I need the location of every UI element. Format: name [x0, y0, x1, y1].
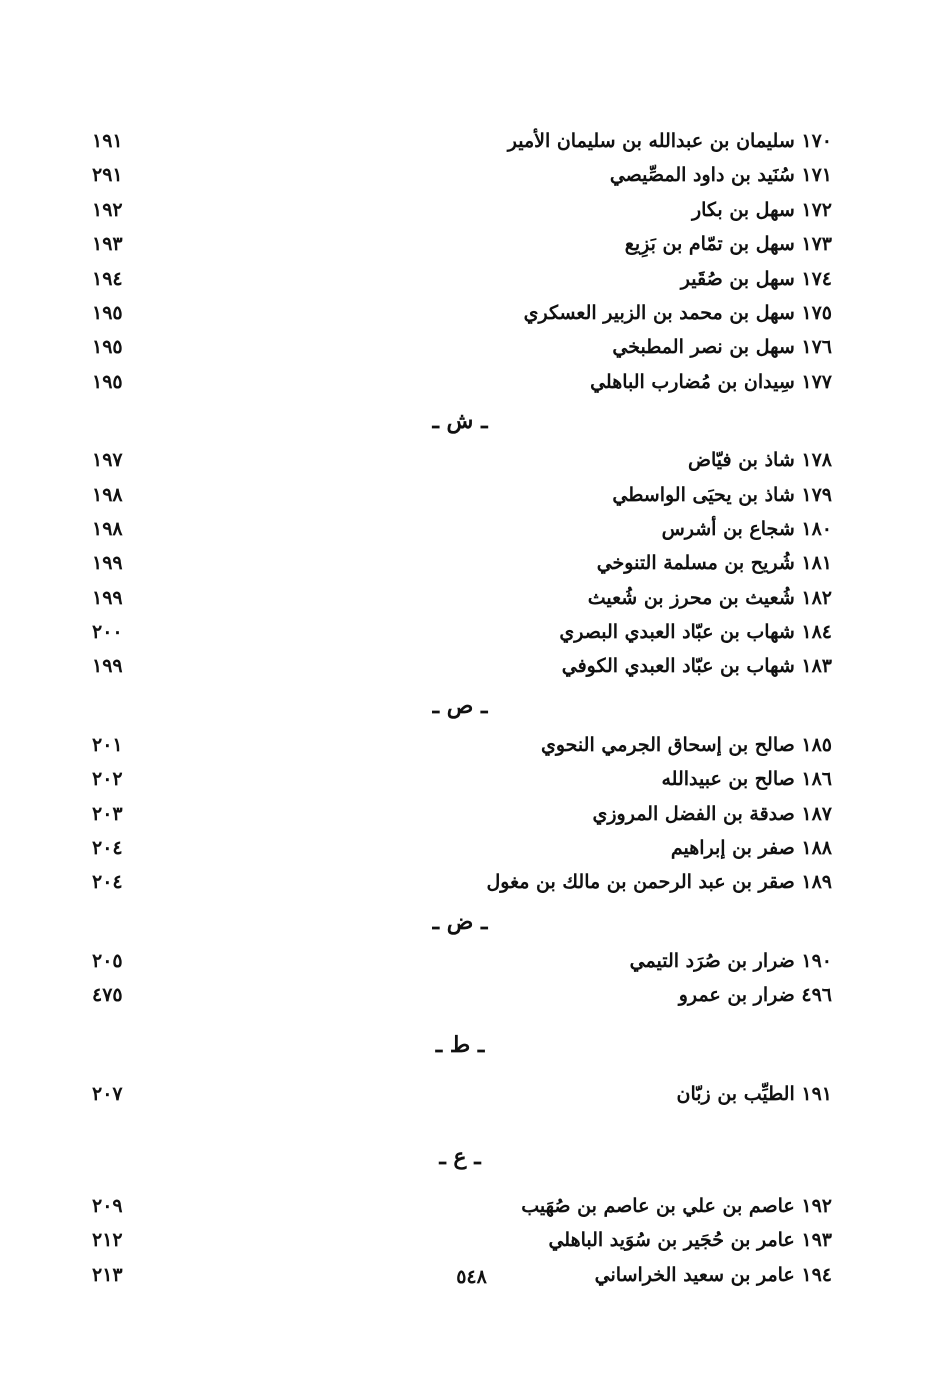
index-entry-row — [80, 365, 840, 399]
section-spacer — [80, 1292, 840, 1298]
section-letter-label: ـ ص ـ — [432, 692, 488, 719]
entry-page-number: ٢٠٠ — [92, 621, 123, 644]
entry-title: ١٩٣ عامر بن حُجَير بن سُوَيد الباهلي — [548, 1229, 832, 1252]
entry-title: ١٧٠ سليمان بن عبدالله بن سليمان الأمير — [507, 130, 832, 152]
index-entry-row — [80, 649, 840, 683]
index-entry-row — [80, 797, 840, 831]
entry-page-number: ٢٠٤ — [92, 871, 123, 894]
entry-page-number: ٤٧٥ — [92, 984, 123, 1007]
entry-page-number: ٢١٣ — [92, 1263, 123, 1286]
entry-title: ١٧١ سُنَيد بن داود المصِّيصي — [609, 164, 832, 187]
entry-page-number: ١٩٥ — [92, 336, 123, 359]
index-entry-row — [80, 762, 840, 796]
entry-title: ١٩١ الطيِّب بن زبّان — [676, 1082, 832, 1105]
entry-page-number: ١٩٩ — [92, 586, 123, 609]
section-letter-heading — [80, 1013, 840, 1077]
entry-title: ٤٩٦ ضرار بن عمرو — [678, 984, 832, 1007]
entry-title: ١٨٨ صفر بن إبراهيم — [670, 837, 832, 860]
section-spacer — [80, 1111, 840, 1125]
entry-title: ١٩٠ ضرار بن صُرَد التيمي — [629, 949, 832, 972]
index-entry-row — [80, 831, 840, 865]
index-entry-row — [80, 296, 840, 330]
entry-title: ١٧٣ سهل بن تمّام بن بَزِيع — [624, 233, 832, 256]
entry-page-number: ١٩٤ — [92, 267, 123, 290]
entry-page-number: ٢٠٤ — [92, 837, 123, 860]
entry-page-number: ٢٠٩ — [92, 1194, 123, 1217]
index-entries — [80, 124, 840, 1298]
entry-title: ١٨٩ صقر بن عبد الرحمن بن مالك بن مغول — [486, 871, 832, 894]
entry-page-number: ٢٠٥ — [92, 949, 123, 972]
index-entry-row — [80, 193, 840, 227]
entry-page-number: ١٩١ — [92, 130, 123, 152]
entry-title: ١٧٤ سهل بن صُقَير — [680, 267, 832, 290]
index-entry-row — [80, 158, 840, 192]
section-letter-heading — [80, 684, 840, 728]
entry-title: ١٧٥ سهل بن محمد بن الزبير العسكري — [523, 301, 832, 324]
index-entry-row — [80, 581, 840, 615]
entry-title: ١٨٦ صالح بن عبيدالله — [661, 768, 832, 791]
index-entry-row — [80, 728, 840, 762]
index-entry-row — [80, 944, 840, 978]
entry-page-number: ١٩٨ — [92, 483, 123, 506]
index-entry-row — [80, 262, 840, 296]
entry-page-number: ١٩٧ — [92, 449, 123, 472]
entry-title: ١٧٨ شاذ بن فيّاض — [688, 449, 832, 472]
entry-page-number: ٢٠١ — [92, 733, 123, 756]
index-entry-row — [80, 1223, 840, 1257]
entry-page-number: ١٩٥ — [92, 370, 123, 393]
entry-title: ١٨٤ شهاب بن عبّاد العبدي البصري — [559, 621, 832, 644]
index-entry-row — [80, 1189, 840, 1223]
index-entry-row — [80, 443, 840, 477]
index-entry-row — [80, 227, 840, 261]
entry-title: ١٩٤ عامر بن سعيد الخراساني — [594, 1263, 832, 1286]
entry-title: ١٨٥ صالح بن إسحاق الجرمي النحوي — [540, 733, 832, 756]
entry-title: ١٨١ شُريح بن مسلمة التنوخي — [596, 552, 832, 575]
index-entry-row — [80, 1077, 840, 1111]
section-letter-heading — [80, 900, 840, 944]
entry-title: ١٨٣ شهاب بن عبّاد العبدي الكوفي — [561, 655, 832, 678]
entry-page-number: ١٩٩ — [92, 552, 123, 575]
section-letter-heading — [80, 1125, 840, 1189]
entry-page-number: ١٩٣ — [92, 233, 123, 256]
entry-page-number: ٢٩١ — [92, 164, 123, 187]
entry-page-number: ٢٠٧ — [92, 1082, 123, 1105]
entry-page-number: ٢٠٣ — [92, 802, 123, 825]
entry-title: ١٨٧ صدقة بن الفضل المروزي — [592, 802, 832, 825]
page-number: ٥٤٨ — [456, 1266, 487, 1288]
section-letter-label: ـ ع ـ — [439, 1143, 481, 1170]
entry-page-number: ١٩٩ — [92, 655, 123, 678]
index-entry-row — [80, 865, 840, 899]
index-entry-row — [80, 330, 840, 364]
index-entry-row — [80, 512, 840, 546]
section-letter-label: ـ ط ـ — [435, 1031, 485, 1058]
index-entry-row — [80, 478, 840, 512]
entry-page-number: ١٩٢ — [92, 198, 123, 221]
entry-title: ١٧٩ شاذ بن يحيَى الواسطي — [612, 483, 832, 506]
section-letter-label: ـ ش ـ — [432, 408, 488, 435]
entry-title: ١٧٧ سِيدان بن مُضارب الباهلي — [590, 370, 832, 393]
section-letter-label: ـ ض ـ — [432, 908, 488, 935]
section-letter-heading — [80, 399, 840, 443]
index-entry-row — [80, 124, 840, 158]
entry-title: ١٧٢ سهل بن بكار — [691, 198, 832, 221]
entry-title: ١٩٢ عاصم بن علي بن عاصم بن صُهَيب — [521, 1194, 832, 1217]
index-entry-row — [80, 978, 840, 1012]
index-entry-row — [80, 546, 840, 580]
entry-title: ١٨٢ شُعيث بن محرز بن شُعيث — [587, 586, 832, 609]
entry-page-number: ١٩٥ — [92, 301, 123, 324]
entry-page-number: ٢١٢ — [92, 1229, 123, 1252]
entry-title: ١٧٦ سهل بن نصر المطبخي — [612, 336, 832, 359]
index-entry-row — [80, 615, 840, 649]
entry-title: ١٨٠ شجاع بن أشرس — [661, 517, 832, 540]
entry-page-number: ١٩٨ — [92, 517, 123, 540]
entry-page-number: ٢٠٢ — [92, 768, 123, 791]
